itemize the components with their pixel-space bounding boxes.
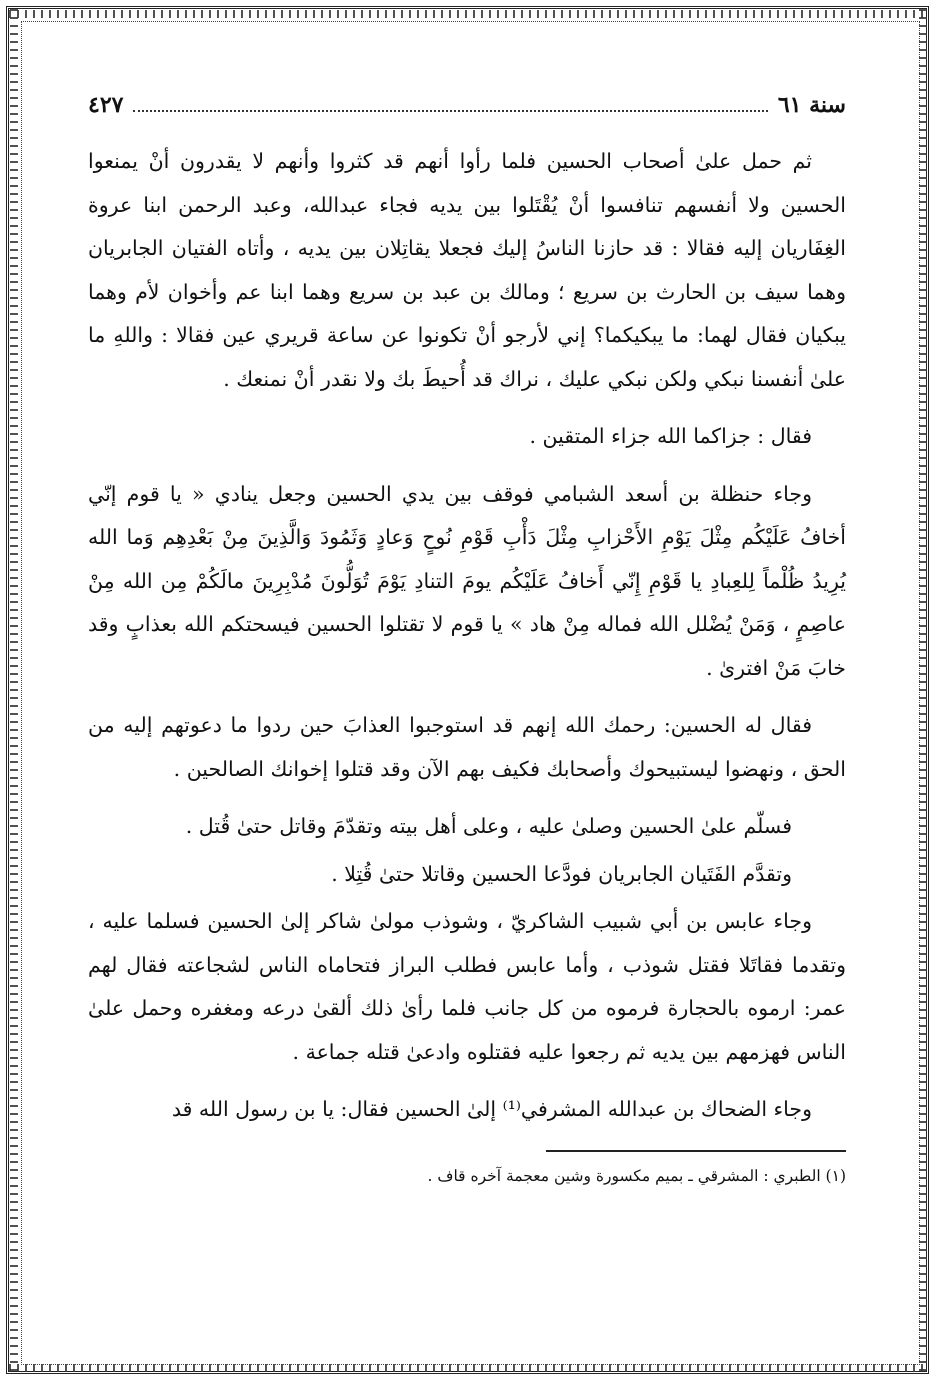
- border-ornament-top: [9, 10, 928, 18]
- header-year: سنة ٦١: [777, 92, 846, 118]
- header-dotted-leader: [133, 98, 767, 112]
- footnote-divider: [546, 1150, 846, 1152]
- paragraph-2: فقال : جزاكما الله جزاء المتقين .: [529, 424, 812, 448]
- footnote: (١) الطبري : المشرقي ـ بميم مكسورة وشين معجمة آخره قاف .: [427, 1166, 846, 1185]
- paragraph-7: وجاء عابس بن أبي شبيب الشاكريّ ، وشوذب مولىٰ شاكر إلىٰ الحسين فسلما عليه ، وتقدما فقاتَلا فقتل شوذب ، وأما عابس فطلب البراز فتحاماه الناس لشجاعته فقال لهم عمر: ارموه بالحجارة فرموه من كل جانب فلما رأىٰ ذلك ألقىٰ درعه ومغفره وحمل علىٰ الناس فهزمهم بين يديه ثم رجعوا عليه فقتلوه وادعىٰ قتله جماعة .: [88, 909, 846, 1064]
- page-content: [88, 92, 846, 1190]
- border-ornament-left: [10, 9, 18, 1373]
- border-ornament-bottom: [9, 1364, 928, 1372]
- border-ornament-right: [919, 9, 927, 1373]
- paragraph-6: وتقدَّم الفَتَيان الجابريان فودَّعا الحسين وقاتلا حتىٰ قُتِلا .: [331, 861, 792, 886]
- paragraph-3: وجاء حنظلة بن أسعد الشبامي فوقف بين يدي الحسين وجعل ينادي « يا قوم إنّي أخافُ عَلَيْكُم مِثْلَ يَوْمِ الأَحْزابِ مِثْلَ دَأْبِ قَوْمِ نُوحٍ وَعادٍ وَثَمُودَ وَالَّذِينَ مِنْ بَعْدِهِم وَما الله يُرِيدُ ظُلْماً لِلعِبادِ يا قَوْمِ إِنّي أَخافُ عَلَيْكُم يومَ التنادِ يَوْمَ تُوَلُّونَ مُدْبِرِينَ مالَكُمْ مِن الله مِنْ عاصِمٍ ، وَمَنْ يُضْلل الله فماله مِنْ هاد » يا قوم لا تقتلوا الحسين فيسحتكم الله بعذابٍ وقد خابَ مَنْ افترىٰ .: [88, 481, 846, 680]
- paragraph-4: فقال له الحسين: رحمك الله إنهم قد استوجبوا العذابَ حين ردوا ما دعوتهم إليه من الحق ، ونهضوا ليستبيحوك وأصحابك فكيف بهم الآن وقد قتلوا إخوانك الصالحين .: [88, 713, 846, 781]
- page-number: ٤٢٧: [88, 92, 124, 118]
- paragraph-5: فسلّم علىٰ الحسين وصلىٰ عليه ، وعلى أهل بيته وتقدّمَ وقاتل حتىٰ قُتل .: [185, 814, 792, 838]
- running-header: [88, 92, 846, 118]
- paragraph-8: وجاء الضحاك بن عبدالله المشرفي⁽¹⁾ إلىٰ الحسين فقال: يا بن رسول الله قد: [171, 1097, 812, 1121]
- paragraph-1: ثم حمل علىٰ أصحاب الحسين فلما رأوا أنهم قد كثروا وأنهم لا يقدرون أنْ يمنعوا الحسين ولا أنفسهم تنافسوا أنْ يُقْتَلوا بين يديه فجاء عبدالله، وعبد الرحمن ابنا عروة الغِفَاريان إليه فقالا : قد حازنا الناسُ إليك فجعلا يقاتِلان بين يديه ، وأتاه الفتيان الجابريان وهما سيف بن الحارث بن سريع ؛ ومالك بن عبد بن سريع وهما ابنا عم وأخوان لأم وهما يبكيان فقال لهما: ما يبكيكما؟ إني لأرجو أنْ تكونوا عن ساعة قريري عين فقالا : واللهِ ما علىٰ أنفسنا نبكي ولكن نبكي عليك ، نراك قد أُحيطَ بك ولا نقدر أنْ نمنعك .: [88, 149, 846, 391]
